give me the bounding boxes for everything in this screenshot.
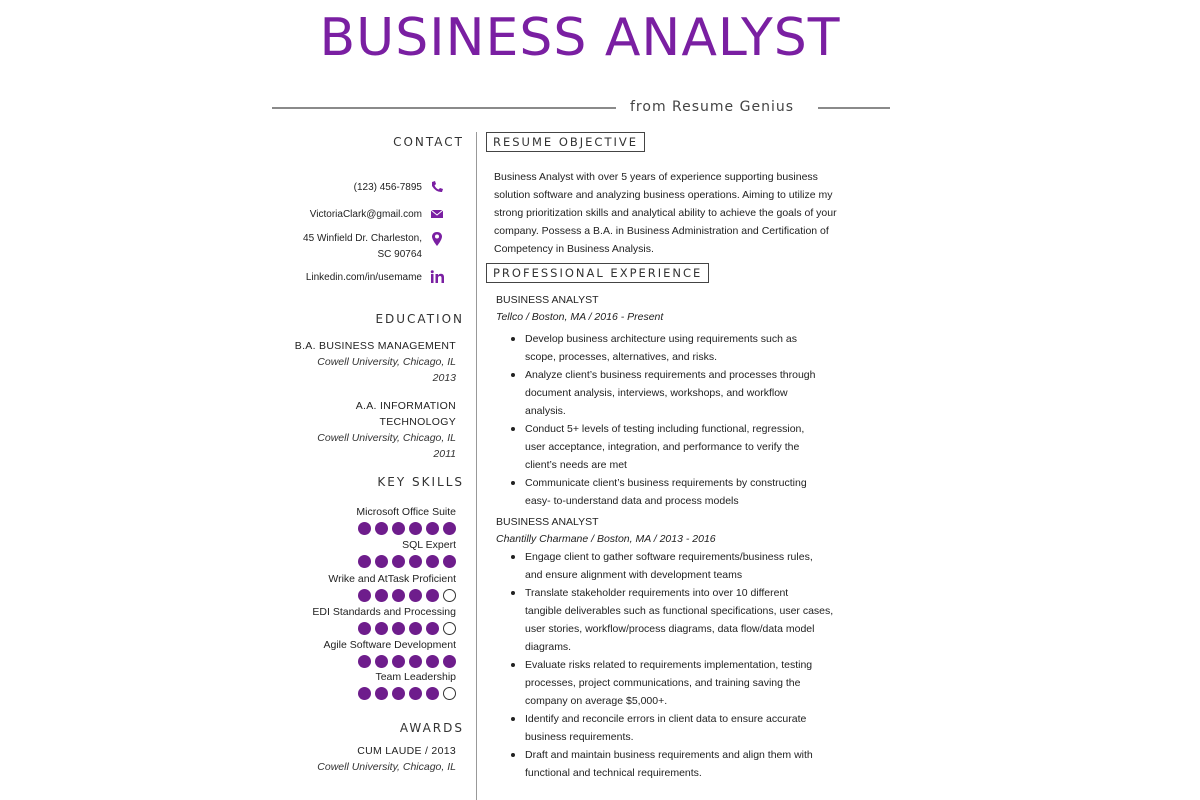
award-school: Cowell University, Chicago, IL [317,761,456,773]
rating-dot-filled [409,622,422,635]
experience-heading: PROFESSIONAL EXPERIENCE [486,263,709,283]
rating-dot-filled [443,522,456,535]
objective-line: company. Possess a B.A. in Business Administration and Certification of [494,225,829,237]
skill-name: Team Leadership [375,671,456,683]
bullet-item [510,710,870,746]
job-company: Tellco / Boston, MA / 2016 - Present [496,311,664,323]
rating-dot-filled [426,687,439,700]
rating-dot-filled [392,687,405,700]
rating-dot-filled [392,555,405,568]
resume-subtitle: from Resume Genius [630,99,795,115]
column-divider [476,132,477,800]
bullet-line: Identify and reconcile errors in client data to ensure accurate [525,713,807,725]
awards-heading: AWARDS [399,721,464,735]
phone-text: (123) 456-7895 [353,182,422,193]
objective-line: solution software and analyzing business operations. Aiming to utilize my [494,189,833,201]
contact-address [303,231,444,263]
skill-item [356,505,456,535]
skill-item [358,538,456,568]
bullet-item [510,656,870,710]
job-bullets [510,330,870,510]
bullet-line: user acceptance, integration, and performance to verify the [525,441,800,453]
award-item [317,743,456,775]
bullet-line: analysis. [525,405,566,417]
skill-rating [358,555,456,568]
rating-dot-filled [392,522,405,535]
bullet-line: Draft and maintain business requirements and align them with [525,749,813,761]
contact-email [310,207,444,223]
bullet-line: Communicate client’s business requirements by constructing [525,477,807,489]
job-title: BUSINESS ANALYST [496,516,599,528]
bullet-line: Engage client to gather software requirements/business rules, [525,551,813,563]
rating-dot-filled [409,589,422,602]
rating-dot-filled [426,522,439,535]
skill-item [312,605,456,635]
bullet-line: client’s needs are met [525,459,627,471]
job-title: BUSINESS ANALYST [496,294,599,306]
job-company: Chantilly Charmane / Boston, MA / 2013 - 2016 [496,533,716,545]
skill-rating [356,522,456,535]
skill-name: SQL Expert [402,539,456,551]
education-degree: B.A. BUSINESS MANAGEMENT [294,340,456,352]
bullet-item [510,366,870,420]
rating-dot-filled [375,555,388,568]
rating-dot-filled [375,655,388,668]
rating-dot-filled [409,555,422,568]
rating-dot-filled [426,555,439,568]
education-year: 2011 [433,448,456,460]
objective-paragraph [494,168,894,258]
rating-dot-empty [443,622,456,635]
bullet-line: and ensure alignment with development teams [525,569,743,581]
rating-dot-filled [443,655,456,668]
rating-dot-filled [358,687,371,700]
job-bullets [510,548,870,782]
skill-item [358,670,456,700]
skill-item [324,638,457,668]
bullet-line: company on average $5,000+. [525,695,668,707]
rating-dot-filled [409,687,422,700]
rating-dot-filled [426,655,439,668]
location-pin-icon [430,231,444,245]
bullet-line: Conduct 5+ levels of testing including functional, regression, [525,423,805,435]
bullet-line: Analyze client’s business requirements and processes through [525,369,816,381]
bullet-line: Translate stakeholder requirements into over 10 different [525,587,789,599]
skill-name: EDI Standards and Processing [312,606,456,618]
resume-title: BUSINESS ANALYST [319,8,841,68]
mail-icon [430,207,444,221]
rating-dot-filled [358,622,371,635]
rating-dot-filled [375,622,388,635]
bullet-line: document analysis, interviews, workshops, and workflow [525,387,788,399]
bullet-line: easy- to-understand data and process models [525,495,739,507]
education-school: Cowell University, Chicago, IL [317,356,456,368]
skill-name: Microsoft Office Suite [356,506,456,518]
bullet-item [510,746,870,782]
rating-dot-filled [392,622,405,635]
contact-phone [354,180,444,196]
skill-item [328,572,456,602]
education-degree-line2: TECHNOLOGY [379,416,456,428]
bullet-line: user stories, workflow/process diagrams, data flow/data model [525,623,815,635]
rating-dot-filled [426,589,439,602]
address-line1: 45 Winfield Dr. Charleston, [303,233,422,244]
objective-line: Competency in Business Analysis. [494,243,654,255]
rating-dot-filled [375,589,388,602]
header-rule-left [272,107,616,109]
objective-line: Business Analyst with over 5 years of experience supporting business [494,171,818,183]
education-item-1 [295,338,456,386]
rating-dot-filled [358,555,371,568]
skill-name: Agile Software Development [323,639,456,651]
bullet-line: functional and technical requirements. [525,767,702,779]
header-rule-right [818,107,890,109]
linkedin-icon [430,270,444,284]
education-year: 2013 [432,372,456,384]
bullet-line: business requirements. [525,731,634,743]
rating-dot-empty [443,589,456,602]
address-line2: SC 90764 [377,249,422,260]
bullet-item [510,474,870,510]
bullet-line: tangible deliverables such as functional specifications, user cases, [525,605,834,617]
rating-dot-filled [392,589,405,602]
education-school: Cowell University, Chicago, IL [317,432,456,444]
contact-heading: CONTACT [393,135,464,149]
rating-dot-filled [409,655,422,668]
rating-dot-filled [443,555,456,568]
rating-dot-empty [443,687,456,700]
bullet-item [510,584,870,656]
award-title: CUM LAUDE / 2013 [357,745,456,757]
education-item-2 [317,398,456,462]
bullet-line: Evaluate risks related to requirements implementation, testing [525,659,813,671]
rating-dot-filled [358,655,371,668]
skill-rating [328,589,456,602]
bullet-line: processes, project communications, and training saving the [525,677,801,689]
education-heading: EDUCATION [375,312,464,326]
skill-name: Wrike and AtTask Proficient [328,573,456,585]
bullet-item [510,330,870,366]
rating-dot-filled [426,622,439,635]
rating-dot-filled [375,522,388,535]
bullet-line: scope, processes, alternatives, and risks. [525,351,718,363]
rating-dot-filled [358,589,371,602]
email-text: VictoriaClark@gmail.com [309,209,422,220]
bullet-item [510,420,870,474]
bullet-item [510,548,870,584]
bullet-line: Develop business architecture using requirements such as [525,333,797,345]
skill-rating [358,687,456,700]
objective-line: strong prioritization skills and analytical ability to achieve the goals of your [494,207,837,219]
rating-dot-filled [358,522,371,535]
linkedin-text: Linkedin.com/in/usemame [305,272,422,283]
skill-rating [324,655,457,668]
skills-heading: KEY SKILLS [377,475,464,489]
rating-dot-filled [392,655,405,668]
rating-dot-filled [375,687,388,700]
education-degree-line1: A.A. INFORMATION [355,400,456,412]
skill-rating [312,622,456,635]
rating-dot-filled [409,522,422,535]
objective-heading: RESUME OBJECTIVE [486,132,645,152]
contact-linkedin [306,270,444,286]
bullet-line: diagrams. [525,641,572,653]
phone-icon [430,180,444,194]
